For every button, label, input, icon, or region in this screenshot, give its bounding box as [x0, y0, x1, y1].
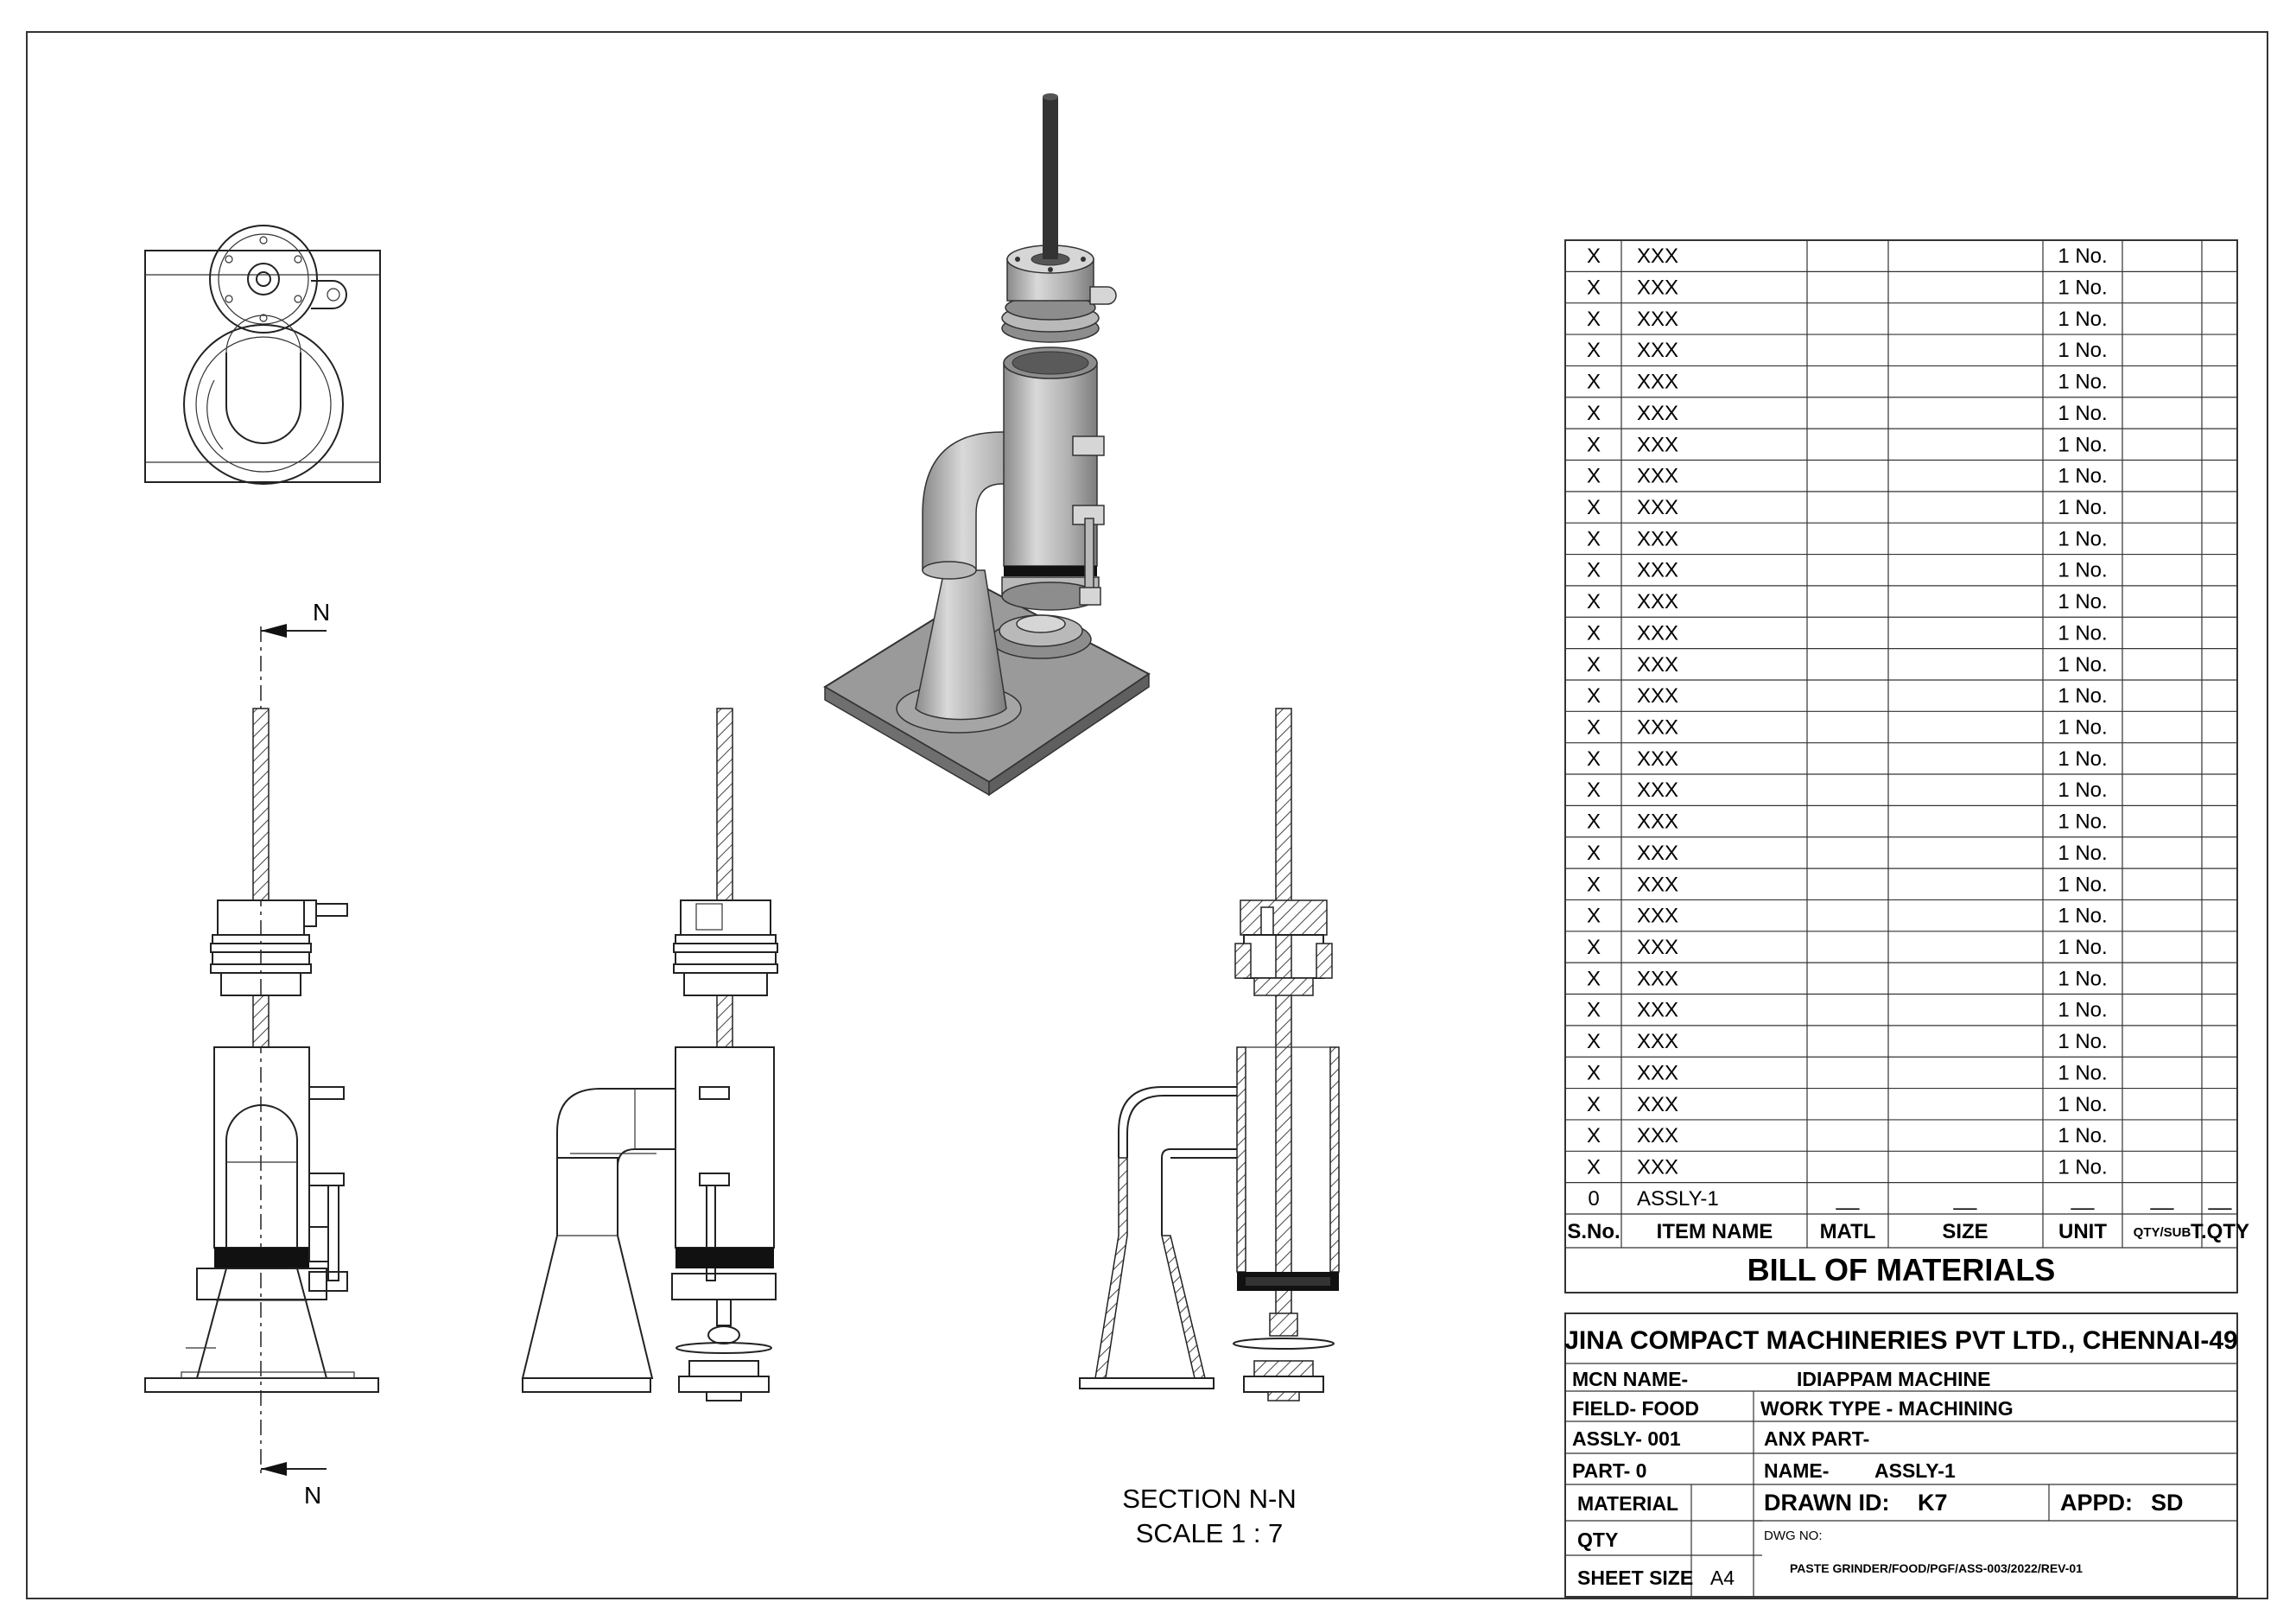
bom-cell-item: XXX [1637, 245, 1679, 269]
bom-cell-sno: X [1586, 998, 1601, 1022]
qty-label: QTY [1577, 1529, 1619, 1551]
bom-cell-sno: X [1586, 401, 1601, 425]
bom-cell-unit: 1 No. [2058, 1092, 2108, 1116]
work-type: WORK TYPE - MACHINING [1760, 1397, 2014, 1420]
bom-header-unit: UNIT [2058, 1220, 2107, 1243]
bom-cell-unit: 1 No. [2058, 590, 2108, 614]
bom-cell-sno: X [1586, 1061, 1601, 1085]
bom-cell-unit: 1 No. [2058, 339, 2108, 363]
bom-cell-unit: 1 No. [2058, 904, 2108, 928]
mcn-name-label: MCN NAME- [1572, 1368, 1689, 1390]
bom-cell-item: XXX [1637, 935, 1679, 959]
bom-cell-sno: X [1586, 558, 1601, 582]
bom-cell-item: XXX [1637, 527, 1679, 551]
bom-cell-item: XXX [1637, 1092, 1679, 1116]
top-view [145, 226, 380, 484]
bom-cell-sno: X [1586, 935, 1601, 959]
bom-header-qty-sub: QTY/SUB [2133, 1225, 2191, 1240]
appd-label: APPD: [2060, 1490, 2134, 1516]
bom-cell-unit: 1 No. [2058, 810, 2108, 834]
bom-cell-item: XXX [1637, 873, 1679, 897]
bom-cell-item: XXX [1637, 747, 1679, 771]
bom-cell-item: XXX [1637, 496, 1679, 520]
bom-cell-sno: X [1586, 496, 1601, 520]
assly-label: ASSLY- 001 [1572, 1427, 1681, 1450]
bom-cell-unit: 1 No. [2058, 464, 2108, 488]
field-label: FIELD- FOOD [1572, 1397, 1699, 1420]
bom-cell-item: XXX [1637, 307, 1679, 331]
bom-title: BILL OF MATERIALS [1747, 1252, 2056, 1287]
title-block-grid [1565, 1313, 2237, 1597]
bom-cell-item: XXX [1637, 779, 1679, 803]
sheet-size-value: A4 [1709, 1567, 1735, 1589]
bom-cell-sno: X [1586, 810, 1601, 834]
part-label: PART- 0 [1572, 1459, 1647, 1482]
bom-cell-unit: 1 No. [2058, 621, 2108, 645]
bom-cell-sno: X [1586, 967, 1601, 991]
bom-cell-sno: X [1586, 652, 1601, 677]
bom-cell-sno: X [1586, 1124, 1601, 1148]
bom-cell-item: XXX [1637, 621, 1679, 645]
bom-cell-sno: X [1586, 527, 1601, 551]
section-caption: SECTION N-N [1122, 1484, 1297, 1514]
bom-cell-sno: X [1586, 464, 1601, 488]
bom-cell-unit: 1 No. [2058, 747, 2108, 771]
sheet-size-label: SHEET SIZE [1577, 1567, 1694, 1589]
section-marker-bottom: N [304, 1482, 322, 1509]
bom-cell-unit: 1 No. [2058, 401, 2108, 425]
side-view [523, 709, 777, 1401]
scale-caption: SCALE 1 : 7 [1135, 1518, 1284, 1548]
bom-cell-item: XXX [1637, 967, 1679, 991]
bom-cell-item: XXX [1637, 401, 1679, 425]
bom-cell-unit: 1 No. [2058, 1155, 2108, 1179]
bom-cell-size: __ [1953, 1186, 1977, 1211]
dwg-no-label: DWG NO: [1764, 1529, 1823, 1543]
bom-cell-sno: X [1586, 1155, 1601, 1179]
front-view [145, 624, 378, 1476]
name-value: ASSLY-1 [1874, 1459, 1956, 1482]
bom-cell-sno: X [1586, 1092, 1601, 1116]
bom-cell-unit: 1 No. [2058, 998, 2108, 1022]
bom-cell-item: XXX [1637, 904, 1679, 928]
bom-cell-unit: 1 No. [2058, 684, 2108, 709]
bom-cell-unit: __ [2071, 1186, 2095, 1211]
bom-cell-sno: X [1586, 621, 1601, 645]
appd-value: SD [2151, 1490, 2184, 1516]
bom-cell-item: XXX [1637, 1030, 1679, 1054]
bom-cell-sno: X [1586, 873, 1601, 897]
bom-cell-sno: X [1586, 904, 1601, 928]
mcn-name-value: IDIAPPAM MACHINE [1797, 1368, 1991, 1390]
bom-cell-sno: X [1586, 433, 1601, 457]
bom-cell-sno: X [1586, 747, 1601, 771]
bom-cell-item: XXX [1637, 715, 1679, 740]
bom-cell-item: XXX [1637, 841, 1679, 865]
material-label: MATERIAL [1577, 1492, 1679, 1515]
bom-header-tqty: T.QTY [2190, 1220, 2250, 1243]
bom-cell-item: ASSLY-1 [1637, 1186, 1719, 1211]
bom-cell-unit: 1 No. [2058, 1061, 2108, 1085]
bom-cell-sno: X [1586, 779, 1601, 803]
bom-cell-item: XXX [1637, 810, 1679, 834]
bom-cell-item: XXX [1637, 652, 1679, 677]
bom-cell-item: XXX [1637, 464, 1679, 488]
bom-cell-item: XXX [1637, 339, 1679, 363]
bom-cell-t-qty: __ [2208, 1186, 2232, 1211]
bom-header-item: ITEM NAME [1656, 1220, 1773, 1243]
bom-cell-unit: 1 No. [2058, 715, 2108, 740]
bom-cell-item: XXX [1637, 1124, 1679, 1148]
bom-cell-unit: 1 No. [2058, 779, 2108, 803]
section-marker-top: N [313, 599, 331, 626]
bom-cell-sno: X [1586, 307, 1601, 331]
bom-cell-unit: 1 No. [2058, 1030, 2108, 1054]
bom-cell-item: XXX [1637, 1155, 1679, 1179]
isometric-view [825, 93, 1149, 795]
bom-cell-item: XXX [1637, 370, 1679, 394]
bom-cell-sno: X [1586, 370, 1601, 394]
bom-cell-unit: 1 No. [2058, 496, 2108, 520]
bom-header-matl: MATL [1819, 1220, 1876, 1243]
bom-cell-unit: 1 No. [2058, 276, 2108, 300]
bom-cell-unit: 1 No. [2058, 307, 2108, 331]
bom-cell-sno: X [1586, 841, 1601, 865]
dwg-no-value: PASTE GRINDER/FOOD/PGF/ASS-003/2022/REV-01 [1790, 1561, 2083, 1575]
name-label: NAME- [1764, 1459, 1830, 1482]
bom-header-row [1567, 1220, 2249, 1243]
bom-cell-unit: 1 No. [2058, 527, 2108, 551]
bom-cell-item: XXX [1637, 433, 1679, 457]
bom-cell-item: XXX [1637, 684, 1679, 709]
bom-cell-unit: 1 No. [2058, 245, 2108, 269]
bom-cell-sno: X [1586, 684, 1601, 709]
bom-cell-unit: 1 No. [2058, 558, 2108, 582]
bom-cell-unit: 1 No. [2058, 652, 2108, 677]
section-view [1080, 709, 1339, 1401]
bom-cell-sno: X [1586, 339, 1601, 363]
anx-part-label: ANX PART- [1764, 1427, 1870, 1450]
bom-cell-qty-sub: __ [2150, 1186, 2174, 1211]
bom-cell-sno: X [1586, 715, 1601, 740]
bom-cell-item: XXX [1637, 1061, 1679, 1085]
bom-header-sno: S.No. [1567, 1220, 1621, 1243]
bom-cell-unit: 1 No. [2058, 841, 2108, 865]
bom-cell-sno: X [1586, 276, 1601, 300]
bom-cell-unit: 1 No. [2058, 433, 2108, 457]
bom-cell-unit: 1 No. [2058, 935, 2108, 959]
bom-cell-sno: 0 [1588, 1186, 1600, 1211]
bom-cell-sno: X [1586, 1030, 1601, 1054]
company-name: JINA COMPACT MACHINERIES PVT LTD., CHENNAI-49 [1564, 1326, 2238, 1355]
bom-cell-matl: __ [1836, 1186, 1860, 1211]
bom-cell-sno: X [1586, 245, 1601, 269]
bom-cell-unit: 1 No. [2058, 1124, 2108, 1148]
bom-cell-item: XXX [1637, 558, 1679, 582]
bom-cell-item: XXX [1637, 276, 1679, 300]
bom-cell-unit: 1 No. [2058, 873, 2108, 897]
bom-header-size: SIZE [1942, 1220, 1988, 1243]
bom-cell-sno: X [1586, 590, 1601, 614]
bom-cell-item: XXX [1637, 590, 1679, 614]
drawn-id-value: K7 [1918, 1490, 1948, 1516]
bom-cell-unit: 1 No. [2058, 967, 2108, 991]
bom-cell-item: XXX [1637, 998, 1679, 1022]
drawn-id-label: DRAWN ID: [1764, 1490, 1890, 1516]
bom-cell-unit: 1 No. [2058, 370, 2108, 394]
